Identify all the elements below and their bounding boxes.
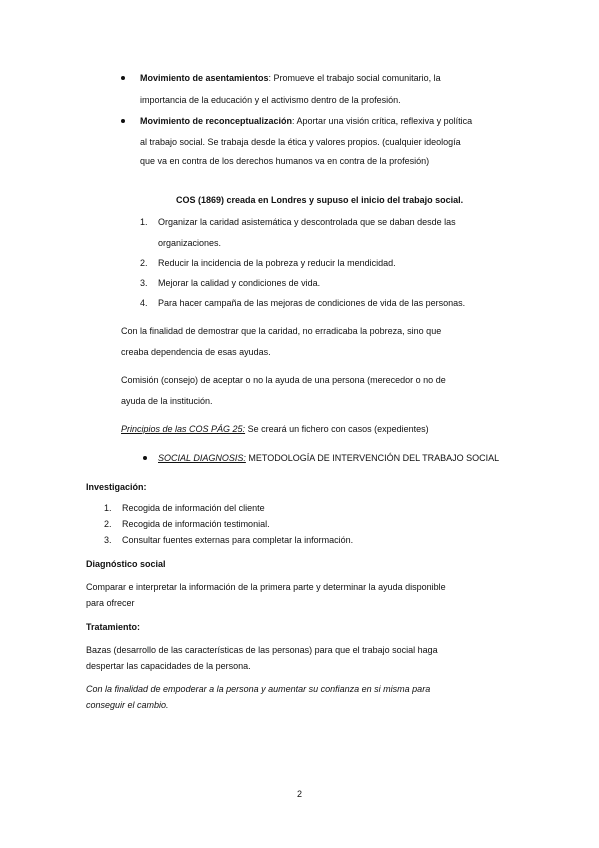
list-item: Consultar fuentes externas para completar la información.	[122, 535, 354, 545]
principios-line: Principios de las COS PÁG 25: Se creará un fichero con casos (expedientes)	[121, 424, 429, 434]
tratamiento-italic: Con la finalidad de empoderar a la persona y aumentar su confianza en si misma para	[86, 684, 431, 694]
list-number: 3.	[104, 535, 112, 545]
page-number: 2	[297, 789, 303, 799]
principios-link[interactable]: Principios de las COS PÁG 25:	[121, 424, 246, 434]
bullet-text-line: que va en contra de los derechos humanos va en contra de la profesión)	[140, 156, 430, 166]
investigacion-heading: Investigación:	[86, 482, 147, 492]
cos-heading: COS (1869) creada en Londres y supuso el inicio del trabajo social.	[176, 195, 464, 205]
list-number: 1.	[104, 503, 112, 513]
list-item-continuation: organizaciones.	[158, 238, 222, 248]
bullet-text-line: al trabajo social. Se trabaja desde la ética y valores propios. (cualquier ideología	[140, 137, 461, 147]
diagnostico-text: Comparar e interpretar la información de la primera parte y determinar la ayuda disponible	[86, 582, 446, 592]
bullet-reconceptualizacion: Movimiento de reconceptualización: Aportar una visión crítica, reflexiva y política	[140, 116, 473, 126]
bullet-text-line: importancia de la educación y el activismo dentro de la profesión.	[140, 95, 401, 105]
bullet-title: Movimiento de asentamientos	[140, 73, 269, 83]
paragraph-caridad: Con la finalidad de demostrar que la caridad, no erradicaba la pobreza, sino que	[121, 326, 442, 336]
paragraph-caridad-line2: creaba dependencia de esas ayudas.	[121, 347, 271, 357]
social-diagnosis-link[interactable]: SOCIAL DIAGNOSIS:	[158, 453, 246, 463]
list-item: Reducir la incidencia de la pobreza y reducir la mendicidad.	[158, 258, 396, 268]
list-number: 3.	[140, 278, 148, 288]
bullet-dot	[143, 456, 147, 460]
diagnostico-text-line2: para ofrecer	[86, 598, 135, 608]
list-item: Recogida de información testimonial.	[122, 519, 270, 529]
bullet-dot	[121, 119, 125, 123]
diagnostico-heading: Diagnóstico social	[86, 559, 166, 569]
social-diagnosis-line: SOCIAL DIAGNOSIS: METODOLOGÍA DE INTERVENCIÓN DEL TRABAJO SOCIAL	[158, 453, 500, 463]
paragraph-comision: Comisión (consejo) de aceptar o no la ayuda de una persona (merecedor o no de	[121, 375, 446, 385]
list-number: 1.	[140, 217, 148, 227]
bullet-title: Movimiento de reconceptualización	[140, 116, 293, 126]
tratamiento-text: Bazas (desarrollo de las características de las personas) para que el trabajo social haga	[86, 645, 438, 655]
list-item: Mejorar la calidad y condiciones de vida.	[158, 278, 321, 288]
tratamiento-text-line2: despertar las capacidades de la persona.	[86, 661, 251, 671]
bullet-dot	[121, 76, 125, 80]
list-number: 2.	[104, 519, 112, 529]
list-item: Organizar la caridad asistemática y descontrolada que se daban desde las	[158, 217, 456, 227]
list-number: 2.	[140, 258, 148, 268]
paragraph-comision-line2: ayuda de la institución.	[121, 396, 213, 406]
list-item: Para hacer campaña de las mejoras de condiciones de vida de las personas.	[158, 298, 466, 308]
tratamiento-italic-line2: conseguir el cambio.	[86, 700, 169, 710]
bullet-asentamientos: Movimiento de asentamientos: Promueve el trabajo social comunitario, la	[140, 73, 441, 83]
list-item: Recogida de información del cliente	[122, 503, 265, 513]
list-number: 4.	[140, 298, 148, 308]
tratamiento-heading: Tratamiento:	[86, 622, 141, 632]
